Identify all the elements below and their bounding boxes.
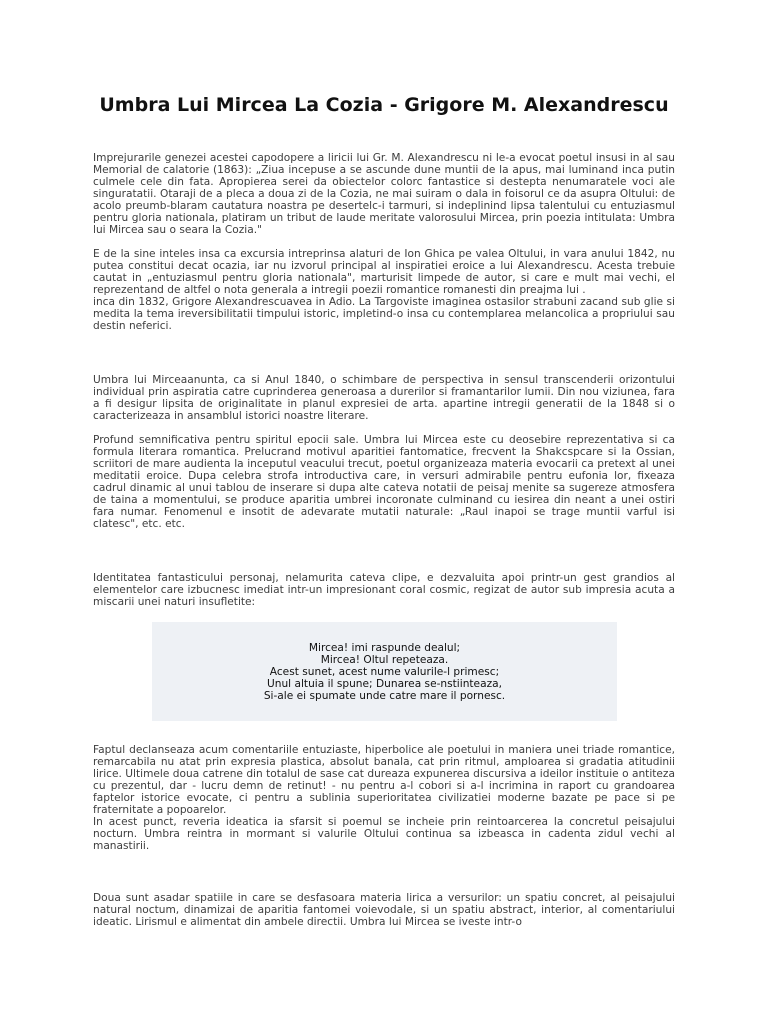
- paragraph-text: Doua sunt asadar spatiile in care se desfasoara materia lirica a versurilor: un spatiu concret, al peisajului natural noctum, dinamizai de aparitia fantomei voievodale, si un spatiu abstract, interior, al comentariului ideatic. Lirismul e alimentat din ambele directii. Umbra lui Mircea se iveste intr-o: [93, 892, 675, 928]
- paragraph-7: [93, 892, 675, 928]
- verse-line: Si-ale ei spumate unde catre mare il pornesc.: [263, 690, 506, 702]
- verse-lines: [152, 642, 617, 702]
- verse-line: Unul altuia il spune; Dunarea se-nstiinteaza,: [267, 678, 502, 690]
- paragraph-2: [93, 248, 675, 332]
- paragraph-text: In acest punct, reveria ideatica ia sfarsit si poemul se incheie prin reintoarcerea la concretul peisajului nocturn. Umbra reintra in mormant si valurile Oltului continua sa izbeasca in cadenta zidul vechi al manastirii.: [93, 816, 675, 852]
- verse-quote-box: [152, 622, 617, 721]
- paragraph-1: [93, 152, 675, 236]
- paragraph-text: E de la sine inteles insa ca excursia intreprinsa alaturi de Ion Ghica pe valea Oltului, in vara anului 1842, nu putea constitui decat ocazia, iar nu izvorul principal al inspiratiei eroice a lui Alexandrescu. Acesta trebuie cautat in „entuziasmul pentru gloria nationala", marturisit limpede de autor, si care e mult mai vechi, el reprezentand de altfel o nota generala a intregii poezii romantice romanesti din preajma lui .: [93, 248, 675, 296]
- verse-line: Acest sunet, acest nume valurile-l primesc;: [269, 666, 500, 678]
- paragraph-3: [93, 374, 675, 422]
- paragraph-6: [93, 744, 675, 852]
- verse-line: Mircea! imi raspunde dealul;: [308, 642, 461, 654]
- paragraph-text: Imprejurarile genezei acestei capodopere a liricii lui Gr. M. Alexandrescu ni le-a evocat poetul insusi in al sau Memorial de calatorie (1863): „Ziua incepuse a se ascunde dune muntii de la apus, mai luminand inca putin culmele cele din fata. Apropierea serei da obiectelor colorc fantastice si destepta nenumaratele voci ale singuratatii. Otaraji de a pleca a doua zi de la Cozia, ne mai suiram o dala in foisorul ce da asupra Oltului: de acolo preumb-blaram cautatura noastra pe desertelc-i tarmuri, si indeplinind lipsa talentului cu entuziasmul pentru gloria nationala, platiram un tribut de laude meritate valorosului Mircea, prin poezia intitulata: Umbra lui Mircea sau o seara la Cozia.": [93, 152, 675, 236]
- verse-line: Mircea! Oltul repeteaza.: [320, 654, 449, 666]
- paragraph-text: Umbra lui Mirceaanunta, ca si Anul 1840, o schimbare de perspectiva in sensul transcenderii orizontului individual prin aspiratia catre cuprinderea generoasa a durerilor si framantarilor lumii. Din nou viziunea, fara a fi desigur lipsita de originalitate in planul expresiei de arta. apartine intregii generatii de la 1848 si o caracterizeaza in ansamblul istorici noastre literare.: [93, 374, 675, 422]
- paragraph-text: Profund semnificativa pentru spiritul epocii sale. Umbra lui Mircea este cu deosebire reprezentativa si ca formula literara romantica. Prelucrand motivul aparitiei fantomatice, frecvent la Shakcspcare si la Ossian, scriitori de mare audienta la inceputul veacului trecut, poetul organizeaza materia evocarii ca pretext al unei meditatii eroice. Dupa celebra strofa introductiva care, in versuri admirabile pentru eufonia lor, fixeaza cadrul dinamic al unui tablou de inserare si dupa alte cateva notatii de peisaj menite sa sugereze atmosfera de taina a momentului, se produce aparitia umbrei incoronate culminand cu iesirea din neant a unei ostiri fara numar. Fenomenul e insotit de adevarate mutatii naturale: „Raul inapoi se trage muntii varful isi clatesc", etc. etc.: [93, 434, 675, 530]
- document-title: Umbra Lui Mircea La Cozia - Grigore M. Alexandrescu: [99, 94, 669, 116]
- paragraph-text: Identitatea fantasticului personaj, nelamurita cateva clipe, e dezvaluita apoi printr-un gest grandios al elementelor care izbucnesc imediat intr-un impresionant coral cosmic, regizat de autor sub impresia acuta a miscarii unei naturi insufletite:: [93, 572, 675, 608]
- paragraph-text: inca din 1832, Grigore Alexandrescuavea in Adio. La Targoviste imaginea ostasilor strabuni zacand sub glie si medita la tema ireversibilitatii timpului istoric, impletind-o insa cu contemplarea melancolica a propriului sau destin neferici.: [93, 296, 675, 332]
- paragraph-4: [93, 434, 675, 530]
- paragraph-text: Faptul declanseaza acum comentariile entuziaste, hiperbolice ale poetului in maniera unei triade romantice, remarcabila nu atat prin expresia plastica, absolut banala, cat prin ritmul, amploarea si gradatia atitudinii lirice. Ultimele doua catrene din totalul de sase cat dureaza expunerea discursiva a ideilor instituie o antiteza cu prezentul, dar - lucru demn de retinut! - nu pentru a-l cobori si a-l incrimina in raport cu grandoarea faptelor istorice evocate, ci pentru a sublinia superioritatea civilizatiei moderne bazate pe pace si pe fraternitate a popoarelor.: [93, 744, 675, 816]
- paragraph-5: [93, 572, 675, 608]
